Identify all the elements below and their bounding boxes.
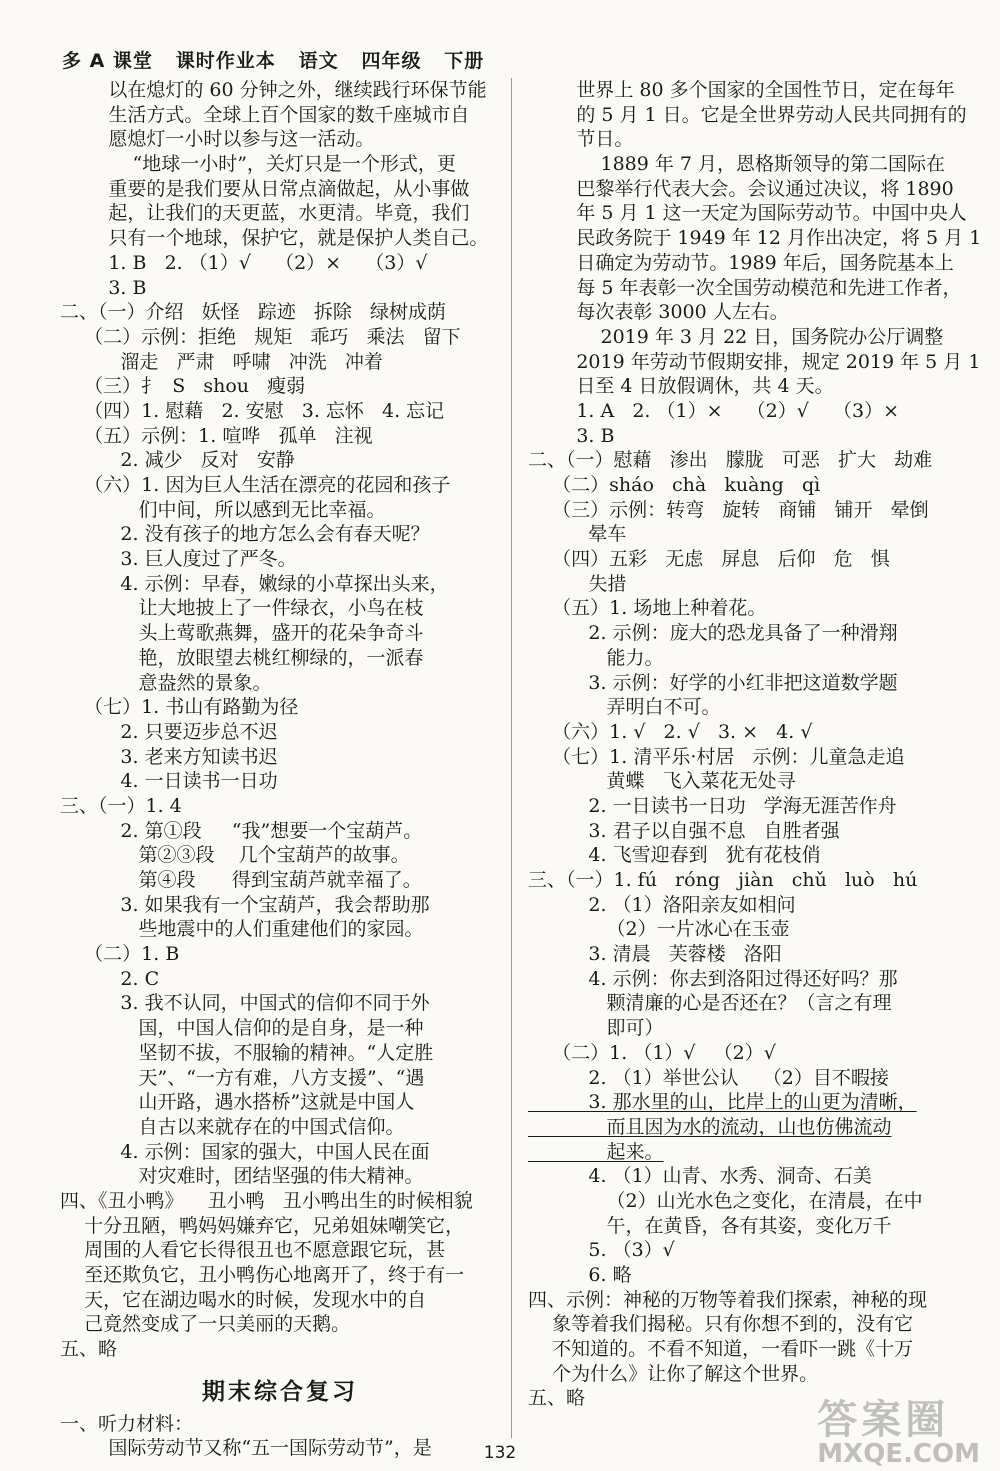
text-line: 3. 清晨 芙蓉楼 洛阳 xyxy=(528,943,782,966)
text-line: （二）1. B xyxy=(60,943,180,966)
text-line: 3. B xyxy=(528,424,615,447)
text-line: （三）扌 S shou 瘦弱 xyxy=(60,375,306,398)
text-line: 头上莺歌燕舞，盛开的花朵争奇斗 xyxy=(60,622,424,645)
text-line: 艳，放眼望去桃红柳绿的，一派春 xyxy=(60,646,424,669)
text-line: 溜走 严肃 呼啸 冲洗 冲着 xyxy=(60,350,383,373)
text-line: 不知道的。不看不知道，一看吓一跳《十万 xyxy=(528,1338,914,1361)
text-line: 至还欺负它，丑小鸭伤心地离开了，终于有一 xyxy=(60,1264,465,1286)
text-line: 坚韧不拔，不服输的精神。“人定胜 xyxy=(60,1041,434,1064)
text-line: 们中间，所以感到无比幸福。 xyxy=(60,498,386,521)
text-line: 四、示例：神秘的万物等着我们探索，神秘的现 xyxy=(528,1288,928,1311)
text-line: 1889 年 7 月，恩格斯领导的第二国际在 xyxy=(528,153,946,176)
text-line: 节日。 xyxy=(528,128,634,151)
text-line: 3. 君子以自强不息 自胜者强 xyxy=(528,819,840,842)
text-line: （四）五彩 无虑 屏息 后仰 危 惧 xyxy=(528,548,890,571)
text-line: 5. （3）√ xyxy=(528,1239,675,1262)
text-line: 即可） xyxy=(528,1017,664,1040)
text-line: 第②③段 几个宝葫芦的故事。 xyxy=(60,844,410,867)
text-line: 二、（一）介绍 妖怪 踪迹 拆除 绿树成荫 xyxy=(60,301,446,324)
text-line: 2. 没有孩子的地方怎么会有春天呢？ xyxy=(60,523,430,546)
text-line: 国际劳动节又称“五一国际劳动节”，是 xyxy=(60,1437,432,1460)
text-line: 6. 略 xyxy=(528,1264,632,1286)
text-line: （二）sháo chà kuàng qì xyxy=(528,474,821,496)
text-line: 巴黎举行代表大会。会议通过决议，将 1890 xyxy=(528,177,954,200)
text-line: 愿熄灯一小时以参与这一活动。 xyxy=(60,128,375,151)
text-line: 1. A 2. （1）× （2）√ （3）× xyxy=(528,399,900,422)
text-line: 能力。 xyxy=(528,646,664,669)
text-line: “地球一小时”，关灯只是一个形式，更 xyxy=(60,153,456,176)
text-line: 而且因为水的流动，山也仿佛流动 xyxy=(528,1115,892,1138)
text-line: 3. 那水里的山，比岸上的山更为清晰， xyxy=(528,1091,917,1114)
text-line: 2019 年 3 月 22 日，国务院办公厅调整 xyxy=(528,325,944,348)
text-line: （2）一片冰心在玉壶 xyxy=(528,918,790,941)
text-line: 世界上 80 多个国家的全国性节日，定在每年 xyxy=(528,79,955,101)
text-line: 每 5 年表彰一次全国劳动模范和先进工作者， xyxy=(528,276,962,299)
text-line: 3. 老来方知读书迟 xyxy=(60,745,278,768)
text-line: 3. 示例：好学的小红非把这道数学题 xyxy=(528,671,898,694)
text-line: 3. 巨人度过了严冬。 xyxy=(60,548,297,571)
text-line: 午，在黄昏，各有其姿，变化万千 xyxy=(528,1214,892,1237)
text-line: 4. （1）山青、水秀、洞奇、石美 xyxy=(528,1165,872,1188)
text-line: 日至 4 日放假调休，共 4 天。 xyxy=(528,375,834,398)
text-line: 国，中国人信仰的是自身，是一种 xyxy=(60,1017,424,1040)
text-line: 4. 飞雪迎春到 犹有花枝俏 xyxy=(528,844,821,867)
text-line: 3. 如果我有一个宝葫芦，我会帮助那 xyxy=(60,893,430,916)
text-line: 天，它在湖边喝水的时候，发现水中的自 xyxy=(60,1288,427,1311)
text-line: 的 5 月 1 日。它是全世界劳动人民共同拥有的 xyxy=(528,103,967,126)
text-line: 己竟然变成了一只美丽的天鹅。 xyxy=(60,1313,351,1336)
text-line: 1. B 2. （1）√ （2）× （3）√ xyxy=(60,251,428,274)
text-line: 2. 减少 反对 安静 xyxy=(60,449,295,472)
text-line: 2. 只要迈步总不迟 xyxy=(60,720,278,743)
text-line: （五）示例：1. 喧哗 孤单 注视 xyxy=(60,424,373,447)
text-line: 二、（一）慰藉 渗出 朦胧 可恶 扩大 劫难 xyxy=(528,449,933,472)
text-line: 四、《丑小鸭》 丑小鸭 丑小鸭出生的时候相貌 xyxy=(60,1189,473,1212)
text-line: 周围的人看它长得很丑也不愿意跟它玩，甚 xyxy=(60,1239,446,1262)
text-line: 晕车 xyxy=(528,523,627,546)
watermark-line1: 答案圈 xyxy=(817,1397,950,1443)
text-line: 十分丑陋，鸭妈妈嫌弃它，兄弟姐妹嘲笑它， xyxy=(60,1214,465,1237)
text-line: 天”、“一方有难，八方支援”、“遇 xyxy=(60,1066,425,1089)
text-line: （二）示例：拒绝 规矩 乖巧 乘法 留下 xyxy=(60,325,461,348)
text-line: 4. 示例：早春，嫩绿的小草探出头来， xyxy=(60,572,449,595)
text-line: （四）1. 慰藉 2. 安慰 3. 忘怀 4. 忘记 xyxy=(60,399,445,422)
text-line: 山开路，遇水搭桥”这就是中国人 xyxy=(60,1091,415,1114)
text-line: 4. 示例：你去到洛阳过得还好吗？那 xyxy=(528,967,898,990)
text-line: 一、听力材料： xyxy=(60,1412,194,1435)
left-lines xyxy=(60,78,500,1362)
text-line: 3. 我不认同，中国式的信仰不同于外 xyxy=(60,992,430,1015)
text-line: 日确定为劳动节。1989 年后，国务院基本上 xyxy=(528,251,954,274)
text-line: 起，让我们的天更蓝，水更清。毕竟，我们 xyxy=(60,202,470,225)
text-line: 黄蝶 飞入菜花无处寻 xyxy=(528,770,796,793)
watermark-line2: MXQE.COM xyxy=(817,1439,980,1469)
text-line: （二）1. （1）√ （2）√ xyxy=(528,1041,776,1064)
text-line: 失措 xyxy=(528,572,627,595)
text-line: 些地震中的人们重建他们的家园。 xyxy=(60,918,424,941)
text-line: 2019 年劳动节假期安排，规定 2019 年 5 月 1 xyxy=(528,350,981,373)
text-line: 自古以来就存在的中国式信仰。 xyxy=(60,1115,405,1138)
text-line: 意盎然的景象。 xyxy=(60,671,272,694)
text-line: 2. C xyxy=(60,967,160,990)
text-line: 重要的是我们要从日常点滴做起，从小事做 xyxy=(60,177,470,200)
right-lines xyxy=(528,78,982,1411)
section-title: 期末综合复习 xyxy=(202,1378,358,1405)
page-number: 132 xyxy=(483,1443,517,1463)
text-line: 以在熄灯的 60 分钟之外，继续践行环保节能 xyxy=(60,79,487,101)
text-line: 三、（一）1. 4 xyxy=(60,794,182,817)
text-line: 2. 第①段 “我”想要一个宝葫芦。 xyxy=(60,819,423,842)
text-line: 五、略 xyxy=(60,1338,118,1361)
text-line: 象等着我们揭秘。只有你想不到的，没有它 xyxy=(528,1313,914,1336)
text-line: （五）1. 场地上种着花。 xyxy=(528,597,767,620)
text-line: 五、略 xyxy=(528,1387,586,1410)
text-line: 起来。 xyxy=(528,1140,664,1163)
column-divider xyxy=(511,78,512,1438)
text-line: 颗清廉的心是否还在？（言之有理 xyxy=(528,992,892,1015)
text-line: （七）1. 书山有路勤为径 xyxy=(60,696,299,719)
text-line: 4. 示例：国家的强大，中国人民在面 xyxy=(60,1140,430,1163)
text-line: （2）山光水色之变化，在清晨，在中 xyxy=(528,1189,923,1212)
text-line: 年 5 月 1 这一天定为国际劳动节。中国中央人 xyxy=(528,202,967,225)
text-line: 个为什么》让你了解这个世界。 xyxy=(528,1362,819,1385)
text-line: 生活方式。全球上百个国家的数千座城市自 xyxy=(60,103,470,126)
watermark xyxy=(817,1388,980,1469)
text-line: （六）1. 因为巨人生活在漂亮的花园和孩子 xyxy=(60,474,451,496)
page-header: 多 A 课堂 课时作业本 语文 四年级 下册 xyxy=(62,50,485,72)
right-column xyxy=(528,78,982,1411)
text-line: （三）示例：转弯 旋转 商铺 铺开 晕倒 xyxy=(528,498,929,521)
text-line: （六）1. √ 2. √ 3. × 4. √ xyxy=(528,720,813,743)
text-line: 只有一个地球，保护它，就是保护人类自己。 xyxy=(60,227,489,250)
text-line: 每次表彰 3000 人左右。 xyxy=(528,301,789,324)
text-line: （七）1. 清平乐·村居 示例：儿童急走追 xyxy=(528,745,905,768)
text-line: 第④段 得到宝葫芦就幸福了。 xyxy=(60,869,422,891)
text-line: 3. B xyxy=(60,276,147,299)
left-column xyxy=(60,78,500,1461)
text-line: 2. （1）举世公认 （2）目不暇接 xyxy=(528,1066,889,1089)
text-line: 4. 一日读书一日功 xyxy=(60,770,278,793)
text-line: 2. （1）洛阳亲友如相问 xyxy=(528,893,796,916)
text-line: 民政务院于 1949 年 12 月作出决定，将 5 月 1 xyxy=(528,227,982,250)
text-line: 三、（一）1. fú róng jiàn chǔ luò hú xyxy=(528,869,918,891)
text-line: 2. 一日读书一日功 学海无涯苦作舟 xyxy=(528,794,897,817)
text-line: 对灾难时，团结坚强的伟大精神。 xyxy=(60,1165,424,1188)
text-line: 弄明白不可。 xyxy=(528,696,721,719)
text-line: 2. 示例：庞大的恐龙具备了一种滑翔 xyxy=(528,622,898,645)
text-line: 让大地披上了一件绿衣，小鸟在枝 xyxy=(60,597,424,620)
